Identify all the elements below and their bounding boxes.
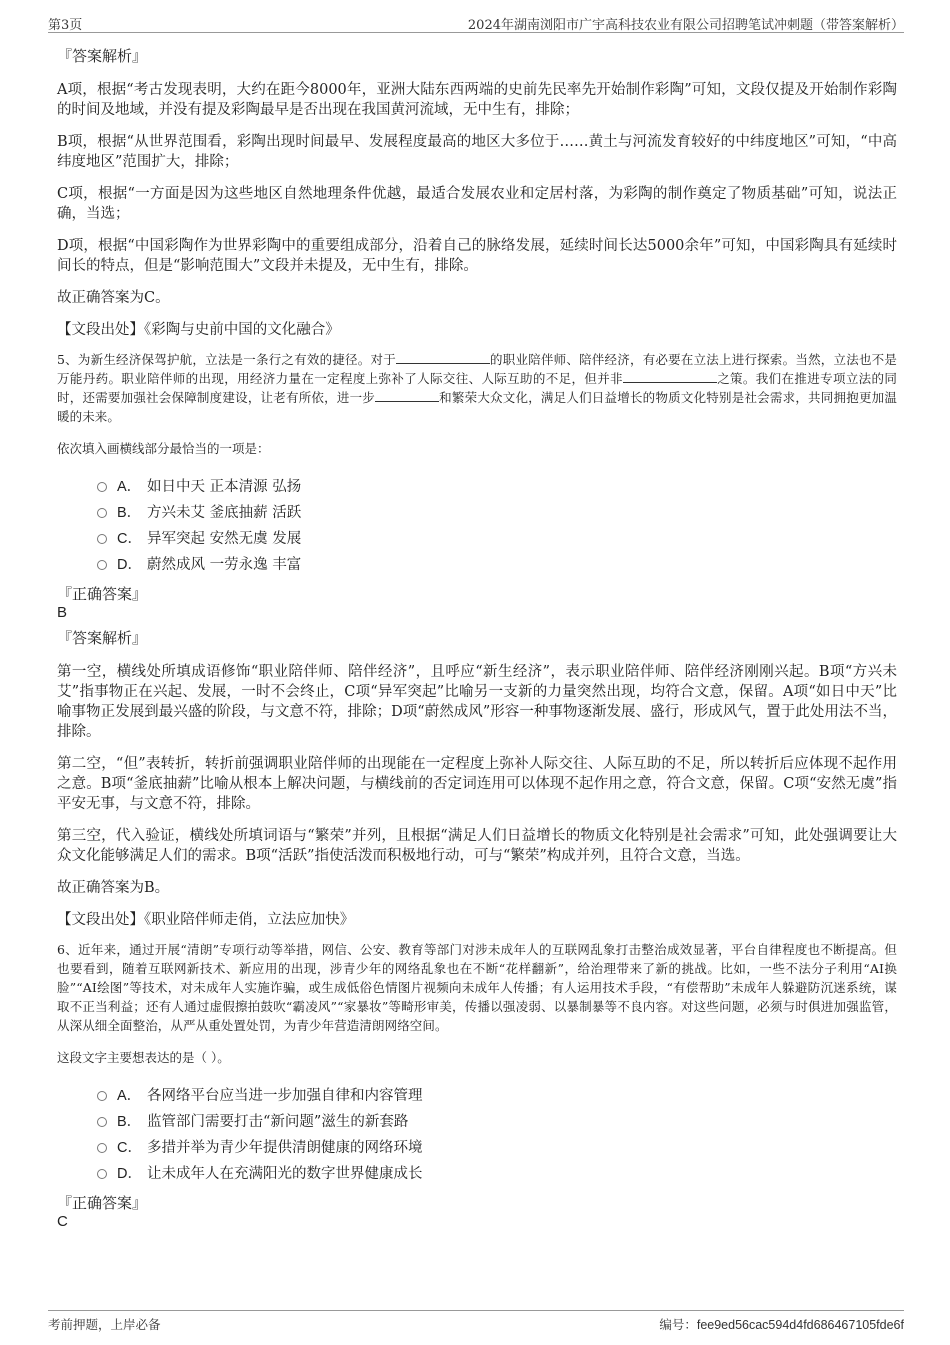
option-d[interactable]: D． 蔚然成风 一劳永逸 丰富 — [97, 550, 897, 576]
analysis-paragraph: D项，根据“中国彩陶作为世界彩陶中的重要组成部分，沿着自己的脉络发展，延续时间长达5000余年”可知，中国彩陶具有延续时间长的特点，但是“影响范围大”文段并未提及，无中生有，排除。 — [57, 238, 897, 274]
conclusion: 故正确答案为B。 — [57, 880, 170, 896]
code-label: 编号： — [659, 1317, 697, 1332]
page-number: 第3页 — [48, 18, 83, 33]
analysis-paragraph: 第一空，横线处所填成语修饰“职业陪伴师、陪伴经济”，且呼应“新生经济”，表示职业陪伴师、陪伴经济刚刚兴起。B项“方兴未艾”指事物正在兴起、发展，一时不会终止，C项“异军突起”比喻另一支新的力量突然出现，均符合文意，保留。A项“如日中天”比喻事物正发展到最兴盛的阶段，与文意不符，排除；D项“蔚然成风”形容一种事物逐渐发展、盛行，形成风气，置于此处用法不当，排除。 — [57, 664, 897, 740]
analysis-paragraph: B项，根据“从世界范围看，彩陶出现时间最早、发展程度最高的地区大多位于……黄土与河流发育较好的中纬度地区”可知，“中高纬度地区”范围扩大，排除； — [57, 134, 897, 170]
code-value: fee9ed56cac594d4fd686467105fde6f — [696, 1318, 904, 1332]
source-citation: 【文段出处】《彩陶与史前中国的文化融合》 — [57, 322, 340, 338]
radio-icon[interactable] — [97, 534, 107, 544]
question-6-options — [57, 1081, 897, 1185]
analysis-paragraph: 第三空，代入验证，横线处所填词语与“繁荣”并列，且根据“满足人们日益增长的物质文化特别是社会需求”可知，此处强调要让大众文化能够满足人们的需求。B项“活跃”指使活泼而积极地行动，可与“繁荣”构成并列，且符合文意，当选。 — [57, 828, 897, 864]
radio-icon[interactable] — [97, 560, 107, 570]
analysis-label: 『答案解析』 — [57, 629, 148, 647]
option-c[interactable]: C． 异军突起 安然无虞 发展 — [97, 524, 897, 550]
question-5-prompt: 依次填入画横线部分最恰当的一项是： — [57, 441, 270, 456]
option-a[interactable]: A． 各网络平台应当进一步加强自律和内容管理 — [97, 1081, 897, 1107]
question-6-text: 6、近年来，通过开展“清朗”专项行动等举措，网信、公安、教育等部门对涉未成年人的互联网乱象打击整治成效显著，平台自律程度也不断提高。但也要看到，随着互联网新技术、新应用的出现，涉青少年的网络乱象也在不断“花样翻新”，给治理带来了新的挑战。比如，一些不法分子利用“AI换脸”“AI绘图”等技术，对未成年人实施诈骗，或生成低俗色情图片视频向未成年人传播；有人运用技术手段，“有偿帮助”未成年人躲避防沉迷系统，谋取不正当利益；还有人通过虚假擦拍鼓吹“霸凌风”“家暴妆”等畸形审美，传播以强凌弱、以暴制暴等不良内容。对这些问题，必须与时俱进加强监管，从深从细全面整治，从严从重处置处罚，为青少年营造清朗网络空间。 — [57, 942, 897, 1033]
fill-blank — [396, 351, 490, 364]
radio-icon[interactable] — [97, 508, 107, 518]
option-a[interactable]: A． 如日中天 正本清源 弘扬 — [97, 472, 897, 498]
question-5-text: 5、为新生经济保驾护航，立法是一条行之有效的捷径。对于 的职业陪伴师、陪伴经济，有必要在立法上进行探索。当然，立法也不是万能丹药。职业陪伴师的出现，用经济力量在一定程度上弥补了人际交往、人际互助的不足，但并非 之策。我们在推进专项立法的同时，还需要加强社会保障制度建设，让老有所依，进一步 和繁荣大众文化，满足人们日益增长的物质文化特别是社会需求，共同拥抱更加温暖的未来。 — [57, 352, 898, 424]
correct-answer: C — [57, 1213, 68, 1230]
option-b[interactable]: B． 监管部门需要打击“新问题”滋生的新套路 — [97, 1107, 897, 1133]
source-citation: 【文段出处】《职业陪伴师走俏，立法应加快》 — [57, 912, 355, 928]
document-title: 2024年湖南浏阳市广宇高科技农业有限公司招聘笔试冲刺题（带答案解析） — [467, 18, 904, 33]
analysis-paragraph: C项，根据“一方面是因为这些地区自然地理条件优越，最适合发展农业和定居村落，为彩陶的制作奠定了物质基础”可知，说法正确，当选； — [57, 186, 897, 222]
option-b[interactable]: B． 方兴未艾 釜底抽薪 活跃 — [97, 498, 897, 524]
question-5-options — [57, 472, 897, 576]
footer-slogan: 考前押题，上岸必备 — [48, 1317, 161, 1332]
fill-blank — [623, 370, 717, 383]
option-d[interactable]: D． 让未成年人在充满阳光的数字世界健康成长 — [97, 1159, 897, 1185]
radio-icon[interactable] — [97, 1169, 107, 1179]
question-6-prompt: 这段文字主要想表达的是（ ）。 — [57, 1050, 230, 1065]
correct-answer-label: 『正确答案』 — [57, 1194, 148, 1212]
option-c[interactable]: C． 多措并举为青少年提供清朗健康的网络环境 — [97, 1133, 897, 1159]
document-code — [659, 1315, 904, 1333]
radio-icon[interactable] — [97, 482, 107, 492]
radio-icon[interactable] — [97, 1091, 107, 1101]
analysis-label: 『答案解析』 — [57, 47, 148, 65]
radio-icon[interactable] — [97, 1143, 107, 1153]
analysis-block — [57, 662, 897, 898]
radio-icon[interactable] — [97, 1117, 107, 1127]
conclusion: 故正确答案为C。 — [57, 290, 170, 306]
document-body — [57, 46, 897, 1237]
correct-answer-label: 『正确答案』 — [57, 585, 148, 603]
analysis-block — [57, 80, 897, 308]
page-footer — [48, 1310, 904, 1333]
page-header — [48, 12, 904, 33]
fill-blank — [375, 389, 439, 402]
analysis-paragraph: 第二空，“但”表转折，转折前强调职业陪伴师的出现能在一定程度上弥补人际交往、人际互助的不足，所以转折后应体现不起作用之意。B项“釜底抽薪”比喻从根本上解决问题，与横线前的否定词连用可以体现不起作用之意，符合文意，保留。C项“安然无虞”指平安无事，与文意不符，排除。 — [57, 756, 897, 812]
analysis-paragraph: A项，根据“考古发现表明，大约在距今8000年，亚洲大陆东西两端的史前先民率先开始制作彩陶”可知，文段仅提及开始制作彩陶的时间及地域，并没有提及彩陶最早是否出现在我国黄河流域，无中生有，排除； — [57, 82, 897, 118]
correct-answer: B — [57, 604, 68, 621]
